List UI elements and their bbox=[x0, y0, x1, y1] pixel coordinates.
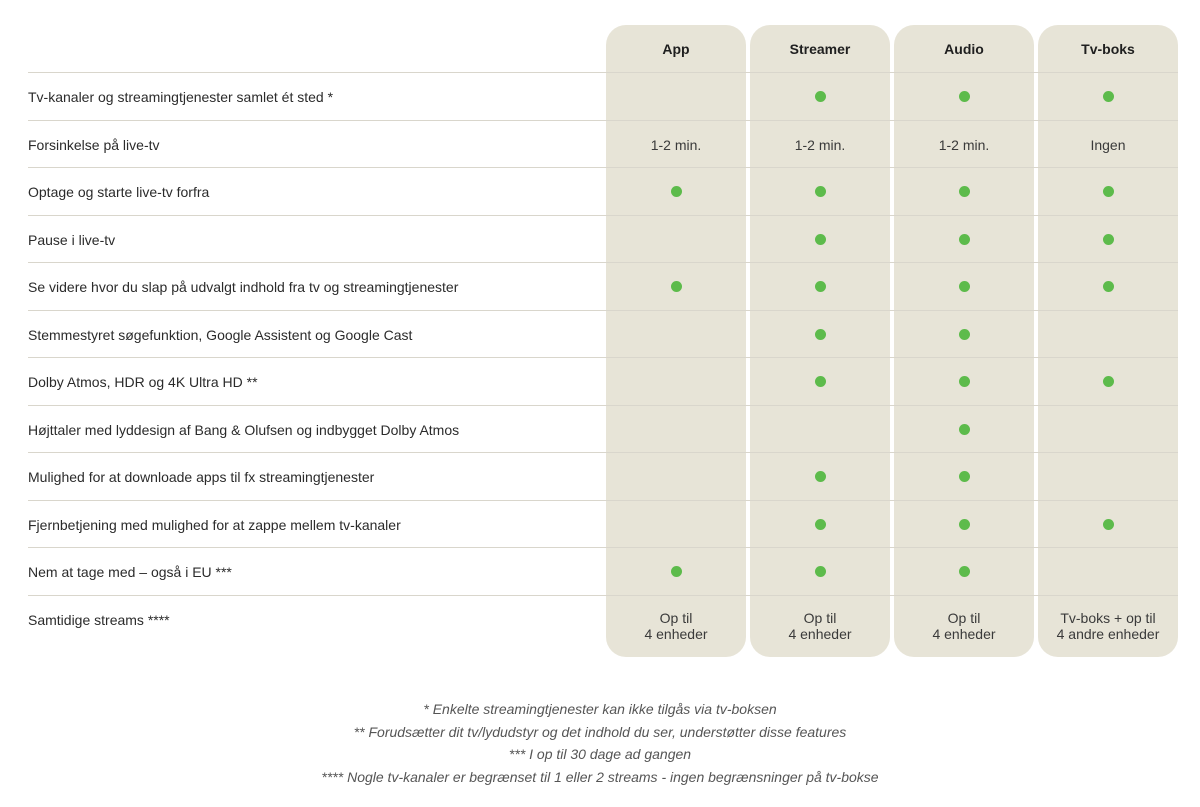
cell-tvboks bbox=[1038, 406, 1178, 453]
cell-audio bbox=[894, 358, 1034, 405]
footnote: *** I op til 30 dage ad gangen bbox=[508, 746, 692, 762]
cell-streamer bbox=[750, 73, 890, 120]
cell-streamer bbox=[750, 358, 890, 405]
cell-tvboks bbox=[1038, 73, 1178, 120]
included-dot-icon bbox=[959, 471, 970, 482]
cell-audio bbox=[894, 168, 1034, 215]
cell-tvboks bbox=[1038, 263, 1178, 310]
cell-tvboks bbox=[1038, 596, 1178, 658]
included-dot-icon bbox=[815, 281, 826, 292]
row-label: Mulighed for at downloade apps til fx streamingtjenester bbox=[28, 468, 375, 485]
included-dot-icon bbox=[959, 91, 970, 102]
cell-streamer bbox=[750, 311, 890, 358]
cell-streamer bbox=[750, 263, 890, 310]
included-dot-icon bbox=[815, 329, 826, 340]
included-dot-icon bbox=[959, 376, 970, 387]
cell-audio bbox=[894, 548, 1034, 595]
cell-value bbox=[788, 610, 851, 642]
included-dot-icon bbox=[1103, 519, 1114, 530]
cell-app bbox=[606, 596, 746, 658]
cell-app bbox=[606, 548, 746, 595]
cell-value bbox=[644, 610, 707, 642]
cell-tvboks bbox=[1038, 453, 1178, 500]
included-dot-icon bbox=[815, 519, 826, 530]
row-label: Dolby Atmos, HDR og 4K Ultra HD ** bbox=[28, 373, 258, 390]
cell-value-line: 4 enheder bbox=[644, 626, 708, 642]
cell-app bbox=[606, 216, 746, 263]
cell-app bbox=[606, 358, 746, 405]
row-label: Tv-kanaler og streamingtjenester samlet ét sted * bbox=[28, 88, 334, 105]
cell-streamer bbox=[750, 596, 890, 658]
cell-value-line: 4 enheder bbox=[932, 626, 996, 642]
included-dot-icon bbox=[1103, 281, 1114, 292]
cell-audio bbox=[894, 596, 1034, 658]
included-dot-icon bbox=[959, 519, 970, 530]
cell-tvboks bbox=[1038, 548, 1178, 595]
included-dot-icon bbox=[959, 424, 970, 435]
cell-value: 1-2 min. bbox=[650, 136, 702, 153]
cell-tvboks bbox=[1038, 501, 1178, 548]
included-dot-icon bbox=[815, 376, 826, 387]
cell-value bbox=[932, 610, 995, 642]
cell-value-line: 4 enheder bbox=[788, 626, 852, 642]
column-header-app: App bbox=[662, 41, 690, 57]
row-label: Samtidige streams **** bbox=[28, 611, 170, 628]
included-dot-icon bbox=[671, 186, 682, 197]
row-label: Nem at tage med – også i EU *** bbox=[28, 563, 232, 580]
cell-value-line: 4 andre enheder bbox=[1056, 626, 1160, 642]
cell-streamer bbox=[750, 168, 890, 215]
cell-audio bbox=[894, 263, 1034, 310]
cell-value-line: Op til bbox=[803, 610, 837, 626]
cell-app bbox=[606, 501, 746, 548]
footnote: * Enkelte streamingtjenester kan ikke tilgås via tv-boksen bbox=[423, 701, 777, 717]
cell-tvboks bbox=[1038, 168, 1178, 215]
cell-app bbox=[606, 453, 746, 500]
included-dot-icon bbox=[1103, 186, 1114, 197]
included-dot-icon bbox=[959, 566, 970, 577]
included-dot-icon bbox=[671, 281, 682, 292]
column-header-streamer: Streamer bbox=[789, 41, 851, 57]
row-label: Fjernbetjening med mulighed for at zappe mellem tv-kanaler bbox=[28, 516, 401, 533]
row-label: Stemmestyret søgefunktion, Google Assistent og Google Cast bbox=[28, 326, 413, 343]
row-label: Pause i live-tv bbox=[28, 231, 116, 248]
cell-value: 1-2 min. bbox=[794, 136, 846, 153]
cell-streamer bbox=[750, 453, 890, 500]
row-label: Optage og starte live-tv forfra bbox=[28, 183, 210, 200]
cell-streamer bbox=[750, 406, 890, 453]
cell-app bbox=[606, 168, 746, 215]
cell-app bbox=[606, 263, 746, 310]
included-dot-icon bbox=[959, 234, 970, 245]
cell-value-line: Op til bbox=[659, 610, 693, 626]
cell-audio bbox=[894, 406, 1034, 453]
included-dot-icon bbox=[815, 186, 826, 197]
included-dot-icon bbox=[671, 566, 682, 577]
footnote: **** Nogle tv-kanaler er begrænset til 1 eller 2 streams - ingen begrænsninger på tv-bokse bbox=[321, 768, 879, 785]
cell-streamer bbox=[750, 121, 890, 168]
cell-streamer bbox=[750, 501, 890, 548]
cell-value bbox=[1057, 610, 1160, 642]
included-dot-icon bbox=[815, 471, 826, 482]
footnote: ** Forudsætter dit tv/lydudstyr og det indhold du ser, understøtter disse features bbox=[353, 723, 847, 740]
included-dot-icon bbox=[959, 329, 970, 340]
footnotes bbox=[0, 698, 1200, 788]
cell-streamer bbox=[750, 548, 890, 595]
cell-streamer bbox=[750, 216, 890, 263]
cell-tvboks bbox=[1038, 358, 1178, 405]
cell-app bbox=[606, 311, 746, 358]
cell-tvboks bbox=[1038, 311, 1178, 358]
included-dot-icon bbox=[1103, 234, 1114, 245]
cell-app bbox=[606, 73, 746, 120]
cell-audio bbox=[894, 311, 1034, 358]
column-header-audio: Audio bbox=[944, 41, 984, 57]
cell-tvboks bbox=[1038, 216, 1178, 263]
row-label: Højttaler med lyddesign af Bang & Olufsen og indbygget Dolby Atmos bbox=[28, 421, 460, 438]
cell-value: 1-2 min. bbox=[938, 136, 990, 153]
included-dot-icon bbox=[1103, 376, 1114, 387]
included-dot-icon bbox=[959, 186, 970, 197]
cell-audio bbox=[894, 216, 1034, 263]
cell-tvboks bbox=[1038, 121, 1178, 168]
cell-audio bbox=[894, 121, 1034, 168]
included-dot-icon bbox=[815, 566, 826, 577]
included-dot-icon bbox=[1103, 91, 1114, 102]
cell-value-line: Op til bbox=[947, 610, 981, 626]
cell-app bbox=[606, 121, 746, 168]
cell-app bbox=[606, 406, 746, 453]
cell-audio bbox=[894, 453, 1034, 500]
included-dot-icon bbox=[815, 91, 826, 102]
cell-value-line: Tv-boks + op til bbox=[1060, 610, 1156, 626]
included-dot-icon bbox=[815, 234, 826, 245]
row-label: Forsinkelse på live-tv bbox=[28, 136, 160, 153]
cell-audio bbox=[894, 501, 1034, 548]
included-dot-icon bbox=[959, 281, 970, 292]
cell-value: Ingen bbox=[1090, 136, 1126, 153]
row-label: Se videre hvor du slap på udvalgt indhold fra tv og streamingtjenester bbox=[28, 278, 459, 295]
column-header-tvboks: Tv-boks bbox=[1081, 41, 1135, 57]
cell-audio bbox=[894, 73, 1034, 120]
